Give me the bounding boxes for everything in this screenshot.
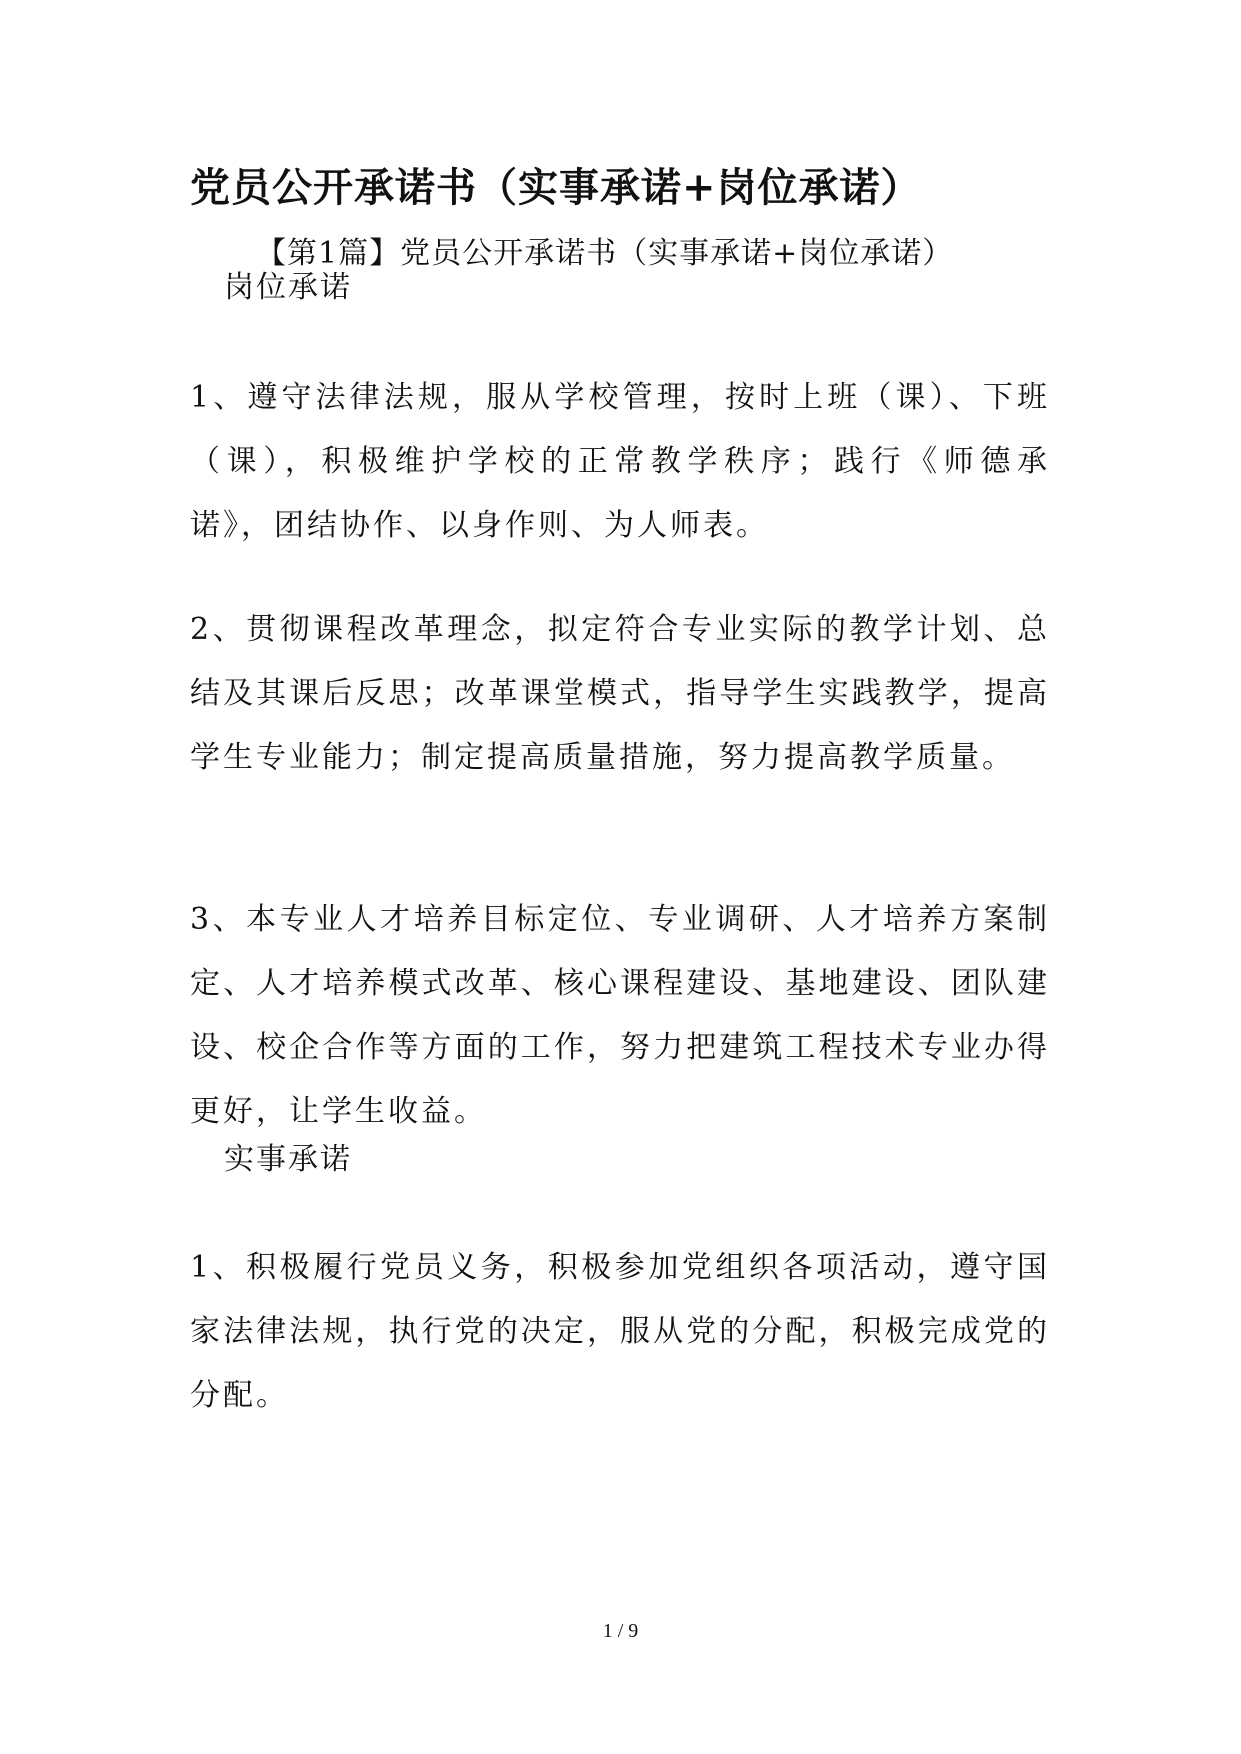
document-title: 党员公开承诺书（实事承诺+岗位承诺） <box>190 164 922 211</box>
practical-commitment-item-1: 1、积极履行党员义务，积极参加党组织各项活动，遵守国家法律法规，执行党的决定，服从党的分配，积极完成党的分配。 <box>190 1250 1050 1413</box>
post-commitment-item-1: 1、遵守法律法规，服从学校管理，按时上班（课）、下班（课），积极维护学校的正常教学秩序；践行《师德承诺》，团结协作、以身作则、为人师表。 <box>190 380 1050 543</box>
post-commitment-item-2: 2、贯彻课程改革理念，拟定符合专业实际的教学计划、总结及其课后反思；改革课堂模式，指导学生实践教学，提高学生专业能力；制定提高质量措施，努力提高教学质量。 <box>190 612 1050 775</box>
page-indicator: 1 / 9 <box>602 1620 639 1642</box>
section-heading-practical-commitment: 实事承诺 <box>224 1142 352 1177</box>
document-subtitle: 【第1篇】党员公开承诺书（实事承诺+岗位承诺） <box>256 236 954 271</box>
section-heading-post-commitment: 岗位承诺 <box>224 270 352 305</box>
post-commitment-item-3: 3、本专业人才培养目标定位、专业调研、人才培养方案制定、人才培养模式改革、核心课程建设、基地建设、团队建设、校企合作等方面的工作，努力把建筑工程技术专业办得更好，让学生收益。 <box>190 902 1050 1129</box>
